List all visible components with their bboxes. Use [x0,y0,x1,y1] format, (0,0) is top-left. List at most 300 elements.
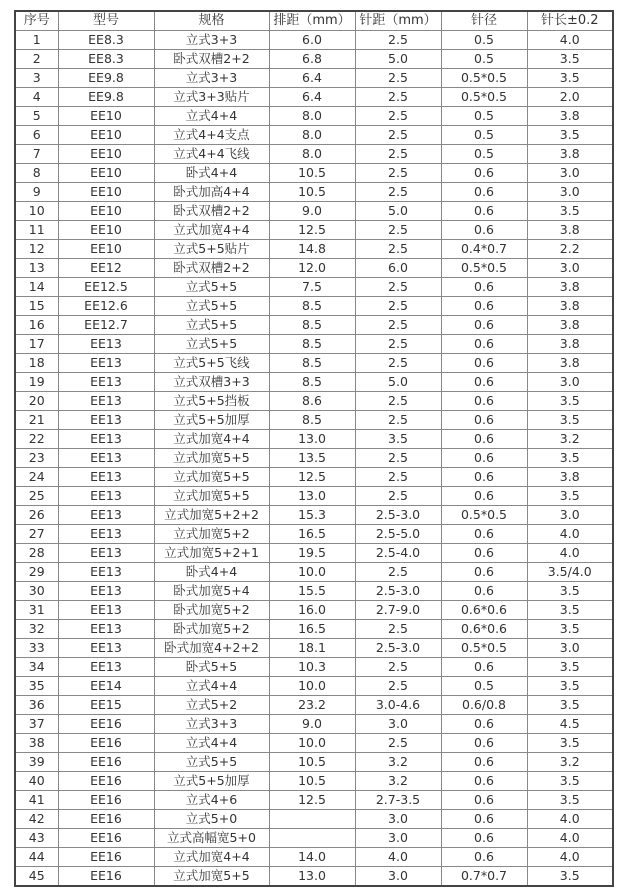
cell-row-pitch: 16.5 [269,525,355,544]
cell-index: 5 [15,107,58,126]
cell-row-pitch: 13.0 [269,867,355,887]
cell-pin-diameter: 0.6 [441,544,527,563]
table-row [15,449,613,468]
cell-model: EE13 [58,563,154,582]
cell-pin-pitch: 2.5 [355,354,441,373]
cell-pin-diameter: 0.5*0.5 [441,69,527,88]
cell-spec: 卧式双槽2+2 [154,50,269,69]
cell-pin-pitch: 2.5 [355,31,441,50]
cell-row-pitch: 10.5 [269,772,355,791]
cell-index: 31 [15,601,58,620]
cell-pin-length: 4.0 [527,544,613,563]
cell-pin-length: 3.5 [527,658,613,677]
cell-spec: 立式4+4 [154,677,269,696]
cell-pin-diameter: 0.6 [441,715,527,734]
cell-model: EE16 [58,867,154,887]
cell-pin-diameter: 0.6 [441,183,527,202]
cell-pin-pitch: 2.5 [355,468,441,487]
cell-pin-length: 3.5 [527,411,613,430]
cell-row-pitch: 19.5 [269,544,355,563]
cell-index: 40 [15,772,58,791]
cell-pin-length: 3.5 [527,392,613,411]
cell-row-pitch: 8.0 [269,145,355,164]
table-row [15,715,613,734]
cell-pin-diameter: 0.5*0.5 [441,639,527,658]
cell-index: 30 [15,582,58,601]
cell-index: 42 [15,810,58,829]
table-row [15,430,613,449]
cell-row-pitch: 6.0 [269,31,355,50]
spec-table [14,10,614,887]
cell-model: EE13 [58,354,154,373]
cell-pin-pitch: 2.5 [355,316,441,335]
cell-row-pitch: 14.8 [269,240,355,259]
cell-pin-length: 3.8 [527,278,613,297]
cell-row-pitch: 16.5 [269,620,355,639]
cell-pin-diameter: 0.6 [441,202,527,221]
cell-row-pitch: 8.5 [269,354,355,373]
cell-pin-length: 3.8 [527,354,613,373]
cell-pin-pitch: 5.0 [355,50,441,69]
cell-model: EE13 [58,601,154,620]
cell-pin-pitch: 3.2 [355,772,441,791]
cell-index: 12 [15,240,58,259]
cell-index: 8 [15,164,58,183]
cell-spec: 立式5+5贴片 [154,240,269,259]
table-row [15,259,613,278]
cell-row-pitch: 10.0 [269,734,355,753]
cell-pin-diameter: 0.6 [441,772,527,791]
cell-spec: 立式加宽4+4 [154,430,269,449]
cell-model: EE16 [58,791,154,810]
cell-model: EE13 [58,544,154,563]
table-row [15,639,613,658]
cell-index: 7 [15,145,58,164]
cell-model: EE10 [58,164,154,183]
cell-row-pitch [269,829,355,848]
cell-pin-length: 3.5 [527,126,613,145]
cell-index: 10 [15,202,58,221]
cell-pin-diameter: 0.6 [441,810,527,829]
cell-pin-diameter: 0.6 [441,278,527,297]
table-row [15,297,613,316]
cell-pin-pitch: 2.5 [355,563,441,582]
cell-model: EE12.5 [58,278,154,297]
table-row [15,69,613,88]
cell-spec: 卧式加宽5+2 [154,601,269,620]
cell-pin-diameter: 0.6 [441,335,527,354]
cell-index: 26 [15,506,58,525]
cell-pin-pitch: 2.5 [355,392,441,411]
cell-pin-diameter: 0.5 [441,107,527,126]
cell-pin-length: 3.5/4.0 [527,563,613,582]
cell-pin-pitch: 2.5 [355,620,441,639]
cell-pin-diameter: 0.6*0.6 [441,601,527,620]
cell-pin-pitch: 2.5 [355,411,441,430]
cell-row-pitch: 8.5 [269,335,355,354]
cell-pin-pitch: 2.7-9.0 [355,601,441,620]
table-row [15,107,613,126]
cell-model: EE12.6 [58,297,154,316]
cell-row-pitch: 12.5 [269,468,355,487]
cell-spec: 卧式4+4 [154,563,269,582]
cell-pin-pitch: 2.5 [355,69,441,88]
cell-pin-pitch: 2.5 [355,145,441,164]
table-row [15,145,613,164]
header-spec: 规格 [154,11,269,31]
table-row [15,734,613,753]
cell-spec: 立式5+5飞线 [154,354,269,373]
cell-pin-diameter: 0.6 [441,468,527,487]
cell-model: EE15 [58,696,154,715]
cell-spec: 卧式加高4+4 [154,183,269,202]
cell-spec: 立式加宽5+2+1 [154,544,269,563]
cell-spec: 卧式双槽2+2 [154,259,269,278]
cell-row-pitch: 7.5 [269,278,355,297]
cell-spec: 立式4+4支点 [154,126,269,145]
cell-pin-pitch: 2.5 [355,734,441,753]
cell-spec: 立式3+3 [154,69,269,88]
cell-index: 19 [15,373,58,392]
table-row [15,183,613,202]
cell-model: EE12 [58,259,154,278]
cell-spec: 卧式加宽5+4 [154,582,269,601]
table-row [15,468,613,487]
table-row [15,867,613,887]
cell-spec: 立式3+3贴片 [154,88,269,107]
cell-index: 32 [15,620,58,639]
cell-pin-length: 3.5 [527,202,613,221]
cell-pin-length: 3.8 [527,221,613,240]
cell-model: EE13 [58,468,154,487]
cell-pin-length: 3.5 [527,867,613,887]
table-row [15,582,613,601]
cell-pin-length: 3.5 [527,620,613,639]
table-row [15,791,613,810]
cell-pin-diameter: 0.6 [441,829,527,848]
cell-index: 28 [15,544,58,563]
cell-index: 35 [15,677,58,696]
cell-model: EE16 [58,753,154,772]
table-row [15,126,613,145]
cell-pin-diameter: 0.6 [441,791,527,810]
cell-row-pitch: 13.5 [269,449,355,468]
cell-model: EE13 [58,620,154,639]
cell-pin-length: 3.5 [527,734,613,753]
cell-index: 15 [15,297,58,316]
cell-model: EE16 [58,829,154,848]
cell-spec: 卧式4+4 [154,164,269,183]
table-row [15,658,613,677]
cell-pin-diameter: 0.6 [441,658,527,677]
cell-pin-diameter: 0.6 [441,373,527,392]
cell-pin-length: 3.0 [527,373,613,392]
cell-pin-pitch: 2.5-5.0 [355,525,441,544]
cell-pin-diameter: 0.5 [441,126,527,145]
cell-pin-length: 3.8 [527,468,613,487]
cell-spec: 立式5+5挡板 [154,392,269,411]
cell-spec: 立式4+6 [154,791,269,810]
cell-pin-pitch: 2.5 [355,278,441,297]
cell-index: 43 [15,829,58,848]
cell-pin-pitch: 3.2 [355,753,441,772]
cell-index: 24 [15,468,58,487]
cell-pin-pitch: 2.5 [355,126,441,145]
cell-pin-length: 4.0 [527,829,613,848]
cell-model: EE10 [58,126,154,145]
header-pin-diameter: 针径 [441,11,527,31]
cell-model: EE16 [58,848,154,867]
cell-pin-length: 4.0 [527,810,613,829]
cell-model: EE13 [58,658,154,677]
cell-index: 11 [15,221,58,240]
cell-index: 45 [15,867,58,887]
cell-pin-diameter: 0.4*0.7 [441,240,527,259]
cell-spec: 卧式双槽2+2 [154,202,269,221]
cell-pin-pitch: 4.0 [355,848,441,867]
cell-pin-diameter: 0.6 [441,354,527,373]
cell-pin-length: 3.5 [527,582,613,601]
cell-pin-length: 3.2 [527,753,613,772]
cell-pin-diameter: 0.6 [441,487,527,506]
cell-model: EE13 [58,411,154,430]
cell-row-pitch: 13.0 [269,487,355,506]
cell-row-pitch: 9.0 [269,715,355,734]
table-row [15,677,613,696]
cell-index: 41 [15,791,58,810]
cell-spec: 立式5+5 [154,278,269,297]
cell-index: 36 [15,696,58,715]
header-pin-pitch: 针距（mm） [355,11,441,31]
cell-pin-length: 3.5 [527,772,613,791]
cell-model: EE10 [58,221,154,240]
cell-pin-length: 3.2 [527,430,613,449]
cell-spec: 立式加宽5+5 [154,487,269,506]
cell-pin-diameter: 0.5 [441,677,527,696]
cell-pin-diameter: 0.6 [441,449,527,468]
cell-model: EE10 [58,145,154,164]
cell-pin-length: 4.0 [527,525,613,544]
cell-index: 17 [15,335,58,354]
cell-pin-pitch: 5.0 [355,373,441,392]
cell-spec: 立式4+4 [154,107,269,126]
header-row [15,11,613,31]
cell-row-pitch: 8.6 [269,392,355,411]
cell-pin-length: 3.5 [527,601,613,620]
cell-pin-length: 3.5 [527,677,613,696]
table-row [15,506,613,525]
cell-spec: 立式5+5 [154,316,269,335]
cell-pin-diameter: 0.6 [441,563,527,582]
cell-row-pitch: 14.0 [269,848,355,867]
cell-index: 23 [15,449,58,468]
cell-pin-pitch: 2.5-3.0 [355,582,441,601]
cell-pin-length: 4.5 [527,715,613,734]
cell-row-pitch: 10.5 [269,164,355,183]
cell-row-pitch: 8.5 [269,373,355,392]
cell-pin-pitch: 6.0 [355,259,441,278]
cell-pin-diameter: 0.6 [441,316,527,335]
cell-row-pitch: 23.2 [269,696,355,715]
cell-pin-pitch: 2.5 [355,335,441,354]
cell-pin-pitch: 2.5-3.0 [355,506,441,525]
cell-index: 1 [15,31,58,50]
cell-pin-pitch: 3.0-4.6 [355,696,441,715]
cell-spec: 立式5+5加厚 [154,411,269,430]
cell-row-pitch: 10.0 [269,563,355,582]
table-row [15,221,613,240]
cell-index: 38 [15,734,58,753]
cell-row-pitch: 15.3 [269,506,355,525]
cell-row-pitch: 10.5 [269,753,355,772]
table-row [15,696,613,715]
cell-pin-pitch: 2.5-3.0 [355,639,441,658]
cell-pin-pitch: 2.5 [355,449,441,468]
table-row [15,544,613,563]
cell-index: 22 [15,430,58,449]
cell-pin-length: 3.8 [527,145,613,164]
cell-index: 18 [15,354,58,373]
cell-row-pitch: 18.1 [269,639,355,658]
cell-row-pitch: 8.5 [269,297,355,316]
cell-model: EE13 [58,373,154,392]
cell-pin-diameter: 0.6 [441,430,527,449]
table-row [15,373,613,392]
cell-pin-length: 2.2 [527,240,613,259]
cell-spec: 立式加宽4+4 [154,848,269,867]
cell-pin-diameter: 0.6 [441,164,527,183]
cell-index: 4 [15,88,58,107]
cell-pin-length: 3.8 [527,107,613,126]
cell-pin-length: 2.0 [527,88,613,107]
cell-index: 25 [15,487,58,506]
cell-row-pitch: 10.0 [269,677,355,696]
cell-index: 20 [15,392,58,411]
cell-pin-pitch: 2.5 [355,88,441,107]
cell-spec: 立式4+4飞线 [154,145,269,164]
table-row [15,525,613,544]
cell-row-pitch: 6.4 [269,69,355,88]
cell-pin-length: 3.5 [527,791,613,810]
cell-spec: 立式高幅宽5+0 [154,829,269,848]
cell-pin-pitch: 2.5 [355,183,441,202]
table-row [15,202,613,221]
cell-pin-diameter: 0.6 [441,848,527,867]
cell-index: 29 [15,563,58,582]
cell-model: EE13 [58,506,154,525]
cell-model: EE8.3 [58,31,154,50]
table-row [15,50,613,69]
cell-row-pitch [269,810,355,829]
cell-index: 39 [15,753,58,772]
cell-pin-length: 3.5 [527,487,613,506]
cell-model: EE9.8 [58,88,154,107]
cell-model: EE13 [58,582,154,601]
cell-row-pitch: 6.8 [269,50,355,69]
header-row-pitch: 排距（mm） [269,11,355,31]
cell-model: EE8.3 [58,50,154,69]
cell-spec: 立式5+5 [154,297,269,316]
header-model: 型号 [58,11,154,31]
cell-pin-diameter: 0.5*0.5 [441,259,527,278]
table-row [15,316,613,335]
cell-pin-diameter: 0.5*0.5 [441,506,527,525]
cell-row-pitch: 8.5 [269,411,355,430]
cell-pin-length: 3.5 [527,449,613,468]
cell-pin-diameter: 0.6 [441,525,527,544]
cell-pin-pitch: 2.5 [355,221,441,240]
cell-pin-diameter: 0.6*0.6 [441,620,527,639]
cell-row-pitch: 10.3 [269,658,355,677]
cell-pin-length: 3.0 [527,259,613,278]
header-pin-length: 针长±0.2 [527,11,613,31]
table-row [15,601,613,620]
cell-pin-pitch: 3.0 [355,810,441,829]
cell-pin-pitch: 2.5 [355,677,441,696]
cell-pin-diameter: 0.6 [441,734,527,753]
cell-model: EE16 [58,810,154,829]
table-row [15,487,613,506]
cell-spec: 立式5+5加厚 [154,772,269,791]
cell-pin-pitch: 3.5 [355,430,441,449]
cell-pin-pitch: 2.5-4.0 [355,544,441,563]
cell-spec: 立式5+5 [154,753,269,772]
cell-pin-length: 4.0 [527,848,613,867]
table-row [15,335,613,354]
cell-pin-pitch: 3.0 [355,867,441,887]
table-row [15,31,613,50]
cell-pin-length: 3.5 [527,69,613,88]
cell-model: EE13 [58,430,154,449]
cell-row-pitch: 9.0 [269,202,355,221]
cell-row-pitch: 8.0 [269,126,355,145]
cell-index: 6 [15,126,58,145]
cell-index: 34 [15,658,58,677]
cell-row-pitch: 12.5 [269,221,355,240]
cell-pin-pitch: 2.5 [355,164,441,183]
cell-spec: 立式3+3 [154,715,269,734]
table-row [15,88,613,107]
cell-row-pitch: 16.0 [269,601,355,620]
table-row [15,848,613,867]
cell-pin-diameter: 0.6 [441,297,527,316]
cell-spec: 立式加宽4+4 [154,221,269,240]
cell-row-pitch: 12.5 [269,791,355,810]
cell-spec: 立式加宽5+5 [154,449,269,468]
cell-spec: 立式双槽3+3 [154,373,269,392]
cell-pin-pitch: 3.0 [355,829,441,848]
table-row [15,563,613,582]
table-row [15,620,613,639]
cell-model: EE10 [58,240,154,259]
cell-pin-diameter: 0.6 [441,753,527,772]
cell-pin-length: 3.0 [527,639,613,658]
cell-pin-diameter: 0.6 [441,582,527,601]
cell-index: 16 [15,316,58,335]
cell-pin-length: 3.0 [527,183,613,202]
cell-pin-length: 3.8 [527,316,613,335]
cell-model: EE13 [58,392,154,411]
cell-model: EE16 [58,715,154,734]
cell-pin-pitch: 3.0 [355,715,441,734]
cell-model: EE10 [58,183,154,202]
cell-index: 21 [15,411,58,430]
cell-pin-pitch: 2.5 [355,487,441,506]
cell-pin-pitch: 5.0 [355,202,441,221]
cell-model: EE9.8 [58,69,154,88]
cell-row-pitch: 6.4 [269,88,355,107]
cell-pin-pitch: 2.7-3.5 [355,791,441,810]
